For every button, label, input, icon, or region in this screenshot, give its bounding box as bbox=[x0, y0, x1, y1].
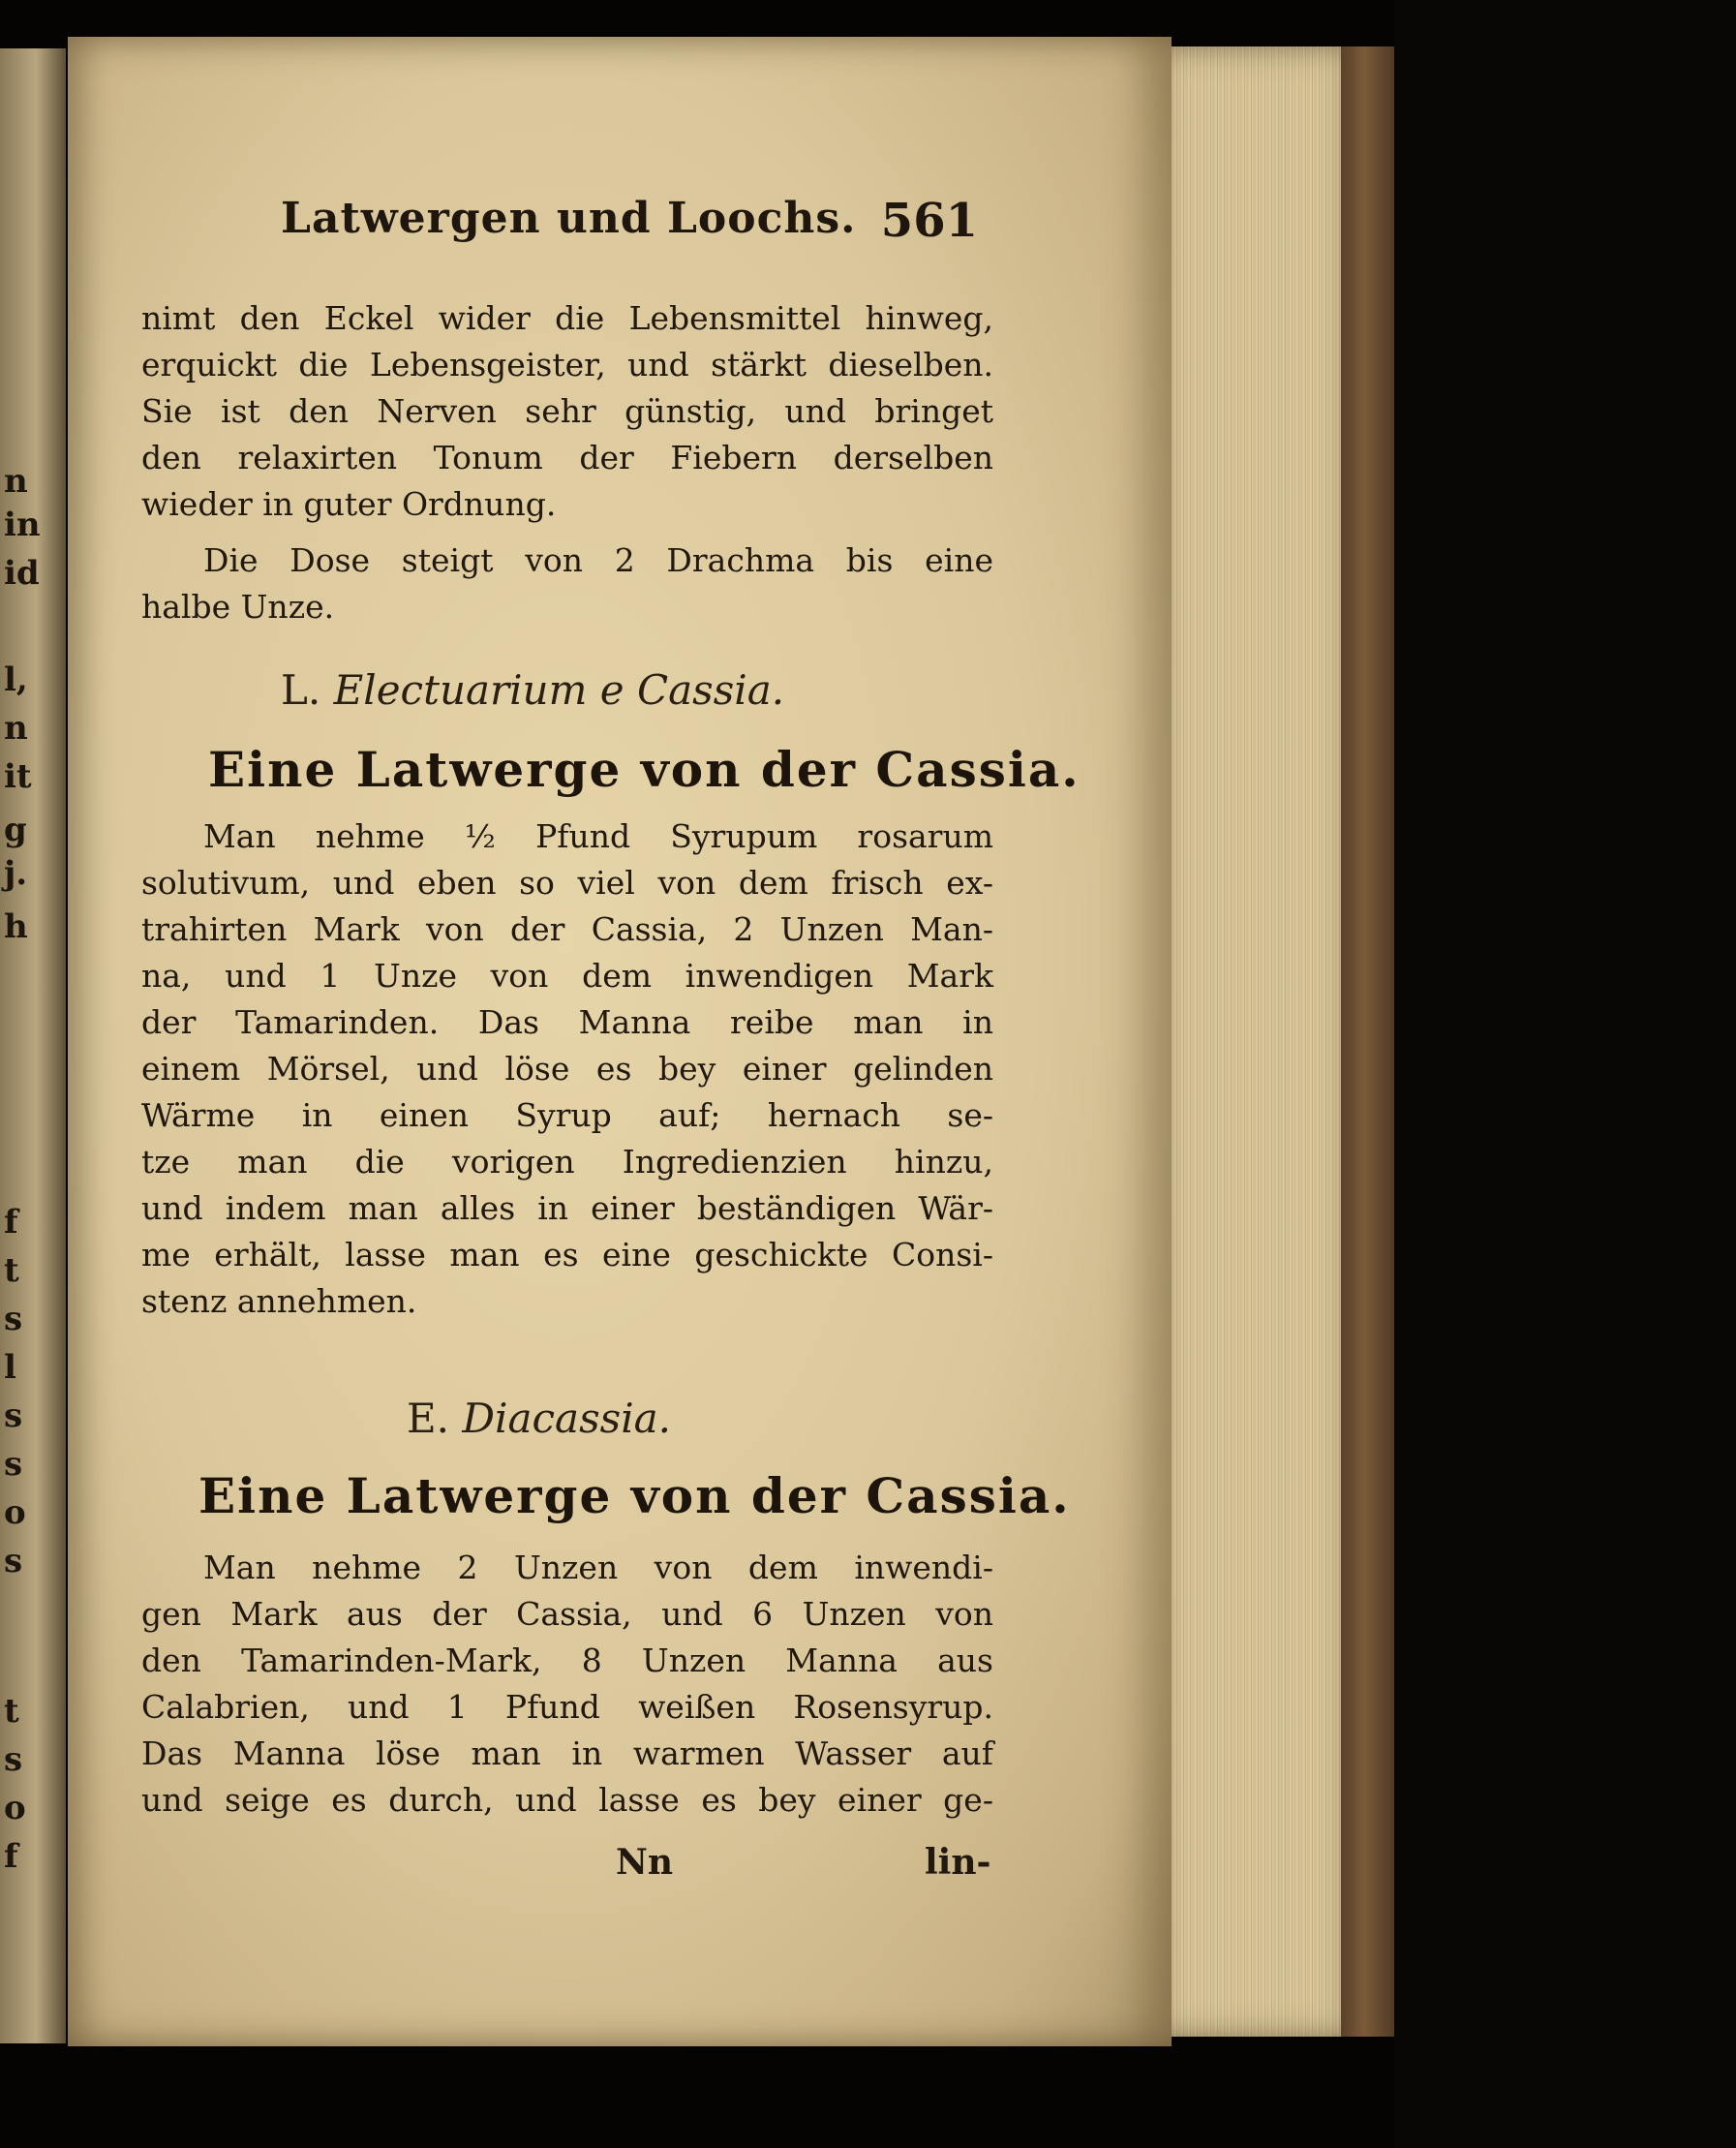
section-2-german-title: Eine Latwerge von der Cassia. bbox=[198, 1467, 1071, 1524]
paragraph-3 bbox=[141, 813, 993, 1325]
fragment: s bbox=[4, 1445, 23, 1484]
text-line: na, und 1 Unze von dem inwendigen Mark bbox=[141, 957, 993, 995]
fragment: o bbox=[4, 1789, 26, 1827]
fragment: id bbox=[4, 554, 40, 593]
text-line: stenz annehmen. bbox=[141, 1282, 417, 1320]
book-fore-edge bbox=[1157, 46, 1351, 2037]
left-facing-page-edge bbox=[0, 48, 66, 2043]
text-line: nimt den Eckel wider die Lebensmittel hinweg, bbox=[141, 299, 993, 337]
text-line: Sie ist den Nerven sehr günstig, und bringet bbox=[141, 392, 993, 430]
paragraph-1 bbox=[141, 295, 993, 528]
signature-mark: Nn bbox=[616, 1842, 674, 1883]
fragment: in bbox=[4, 506, 41, 544]
fragment: f bbox=[4, 1203, 18, 1242]
paragraph-2 bbox=[141, 537, 993, 630]
fragment: it bbox=[4, 757, 32, 796]
text-line: und seige es durch, und lasse es bey einer ge- bbox=[141, 1781, 993, 1819]
section-2-latin-heading bbox=[407, 1395, 671, 1442]
fragment: l, bbox=[4, 660, 28, 699]
text-line: der Tamarinden. Das Manna reibe man in bbox=[141, 1003, 993, 1041]
text-line: Das Manna löse man in warmen Wasser auf bbox=[141, 1734, 993, 1772]
text-line: den relaxirten Tonum der Fiebern derselben bbox=[141, 439, 993, 476]
fragment: s bbox=[4, 1300, 23, 1338]
fragment: s bbox=[4, 1542, 23, 1580]
fragment: o bbox=[4, 1493, 26, 1532]
text-line: einem Mörsel, und löse es bey einer gelinden bbox=[141, 1050, 993, 1088]
fragment: t bbox=[4, 1692, 19, 1731]
fragment: g bbox=[4, 811, 27, 849]
paragraph-4 bbox=[141, 1545, 993, 1824]
fragment: h bbox=[4, 907, 28, 946]
page-header bbox=[281, 194, 978, 261]
page-number: 561 bbox=[880, 194, 978, 248]
text-line: und indem man alles in einer beständigen Wär- bbox=[141, 1189, 993, 1227]
text-line: erquickt die Lebensgeister, und stärkt dieselben. bbox=[141, 346, 993, 384]
fragment: l bbox=[4, 1348, 16, 1387]
fragment: n bbox=[4, 462, 28, 501]
section-mark: L. bbox=[281, 666, 321, 714]
text-line: Calabrien, und 1 Pfund weißen Rosensyrup. bbox=[141, 1688, 993, 1726]
section-mark: E. bbox=[407, 1395, 450, 1442]
latin-title: Electuarium e Cassia. bbox=[333, 666, 785, 714]
text-line: Man nehme ½ Pfund Syrupum rosarum bbox=[203, 817, 993, 855]
section-1-latin-heading bbox=[281, 666, 784, 714]
section-1-german-title: Eine Latwerge von der Cassia. bbox=[208, 741, 1081, 798]
book-cover-edge bbox=[1341, 46, 1399, 2037]
text-line: trahirten Mark von der Cassia, 2 Unzen Man- bbox=[141, 910, 993, 948]
text-line: Wärme in einen Syrup auf; hernach se- bbox=[141, 1096, 993, 1134]
dark-background bbox=[1394, 0, 1736, 2148]
fragment: f bbox=[4, 1837, 18, 1876]
text-line: tze man die vorigen Ingredienzien hinzu, bbox=[141, 1143, 993, 1181]
text-line: den Tamarinden-Mark, 8 Unzen Manna aus bbox=[141, 1642, 993, 1679]
fragment: n bbox=[4, 709, 28, 748]
running-head: Latwergen und Loochs. bbox=[281, 194, 857, 243]
latin-title: Diacassia. bbox=[462, 1395, 672, 1442]
text-line: Die Dose steigt von 2 Drachma bis eine bbox=[203, 541, 993, 579]
text-line: wieder in guter Ordnung. bbox=[141, 485, 557, 523]
text-line: solutivum, und eben so viel von dem frisch ex- bbox=[141, 864, 993, 902]
text-line: halbe Unze. bbox=[141, 588, 335, 626]
text-line: Man nehme 2 Unzen von dem inwendi- bbox=[203, 1549, 993, 1586]
fragment: s bbox=[4, 1396, 23, 1435]
text-line: me erhält, lasse man es eine geschickte Consi- bbox=[141, 1236, 993, 1273]
fragment: s bbox=[4, 1740, 23, 1779]
fragment: t bbox=[4, 1251, 19, 1290]
text-line: gen Mark aus der Cassia, und 6 Unzen von bbox=[141, 1595, 993, 1633]
fragment: j. bbox=[4, 854, 28, 893]
catchword: lin- bbox=[925, 1842, 991, 1883]
